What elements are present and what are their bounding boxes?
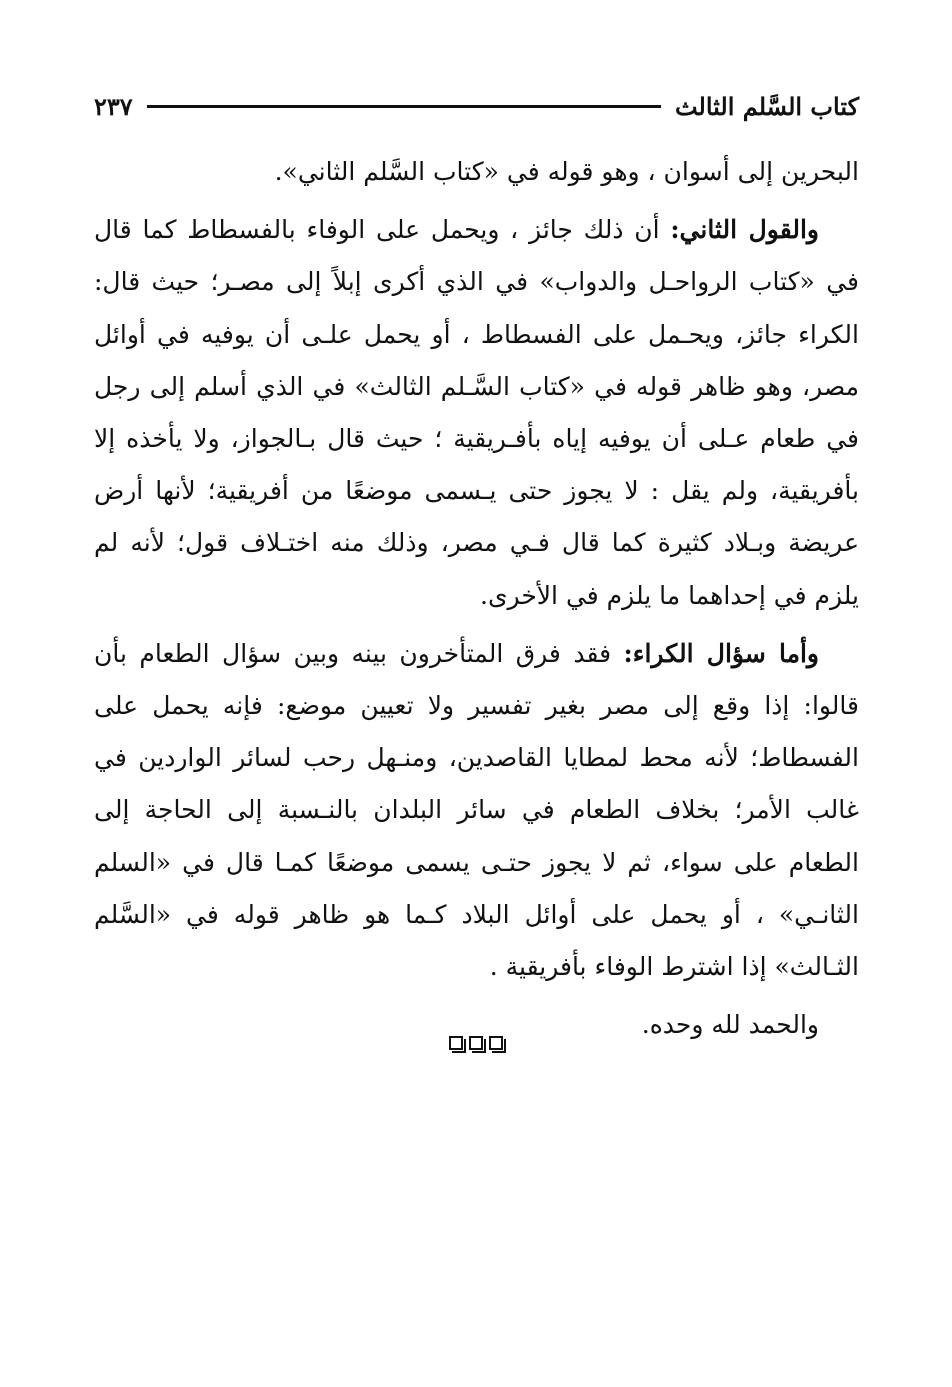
- page-header: [94, 86, 859, 126]
- paragraph-2: [94, 204, 859, 622]
- paragraph-2-lead: والقول الثاني:: [670, 215, 819, 245]
- ornament-square-icon: [469, 1036, 483, 1050]
- body-text: [94, 146, 859, 1051]
- running-title: كتاب السَّلم الثالث: [674, 91, 859, 121]
- paragraph-2-text: أن ذلك جائز ، ويحمل على الوفاء بالفسطاط كما قال في «كتاب الرواحـل والدواب» في الذي أكرى إبلاً إلى مصـر؛ حيث قال: الكراء جائز، ويحـمل على الفسطاط ، أو يحمل علـى أن يوفيه في أوائل مصر، وهو ظاهر قوله في «كتاب السَّـلم الثالث» في الذي أسلم إلى رجل في طعام عـلى أن يوفيه إياه بأفـريقية ؛ حيث قال بـالجواز، ولا يأخذه إلا بأفريقية، ولم يقل : لا يجوز حتى يـسمى موضعًا من أفريقية؛ لأنها أرض عريضة وبـلاد كثيرة كما قال فـي مصر، وذلك منه اختـلاف قول؛ لأنه لم يلزم في إحداهما ما يلزم في الأخرى.: [94, 215, 859, 610]
- header-rule: [147, 105, 661, 108]
- end-ornament: [0, 1036, 952, 1050]
- ornament-square-icon: [449, 1036, 463, 1050]
- paragraph-1: البحرين إلى أسوان ، وهو قوله في «كتاب السَّلم الثاني».: [274, 157, 859, 186]
- ornament-square-icon: [489, 1036, 503, 1050]
- paragraph-3: [94, 628, 859, 993]
- paragraph-3-text: فقد فرق المتأخرون بينه وبين سؤال الطعام بأن قالوا: إذا وقع إلى مصر بغير تفسير ولا تعيين موضع: فإنه يحمل على الفسطاط؛ لأنه محط لمطايا القاصدين، ومنـهل رحب لسائر الواردين في غالب الأمر؛ بخلاف الطعام في سائر البلدان بالنـسبة إلى الحاجة إلى الطعام على سواء، ثم لا يجوز حتـى يسمى موضعًا كمـا قال في «السلم الثانـي» ، أو يحمل على أوائل البلاد كـما هو ظاهر قوله في «السَّلم الثـالث» إذا اشترط الوفاء بأفريقية .: [94, 638, 859, 982]
- page-number: ٢٣٧: [94, 91, 133, 121]
- paragraph-3-lead: وأما سؤال الكراء:: [623, 638, 820, 668]
- closing-line: والحمد لله وحده.: [641, 1010, 819, 1040]
